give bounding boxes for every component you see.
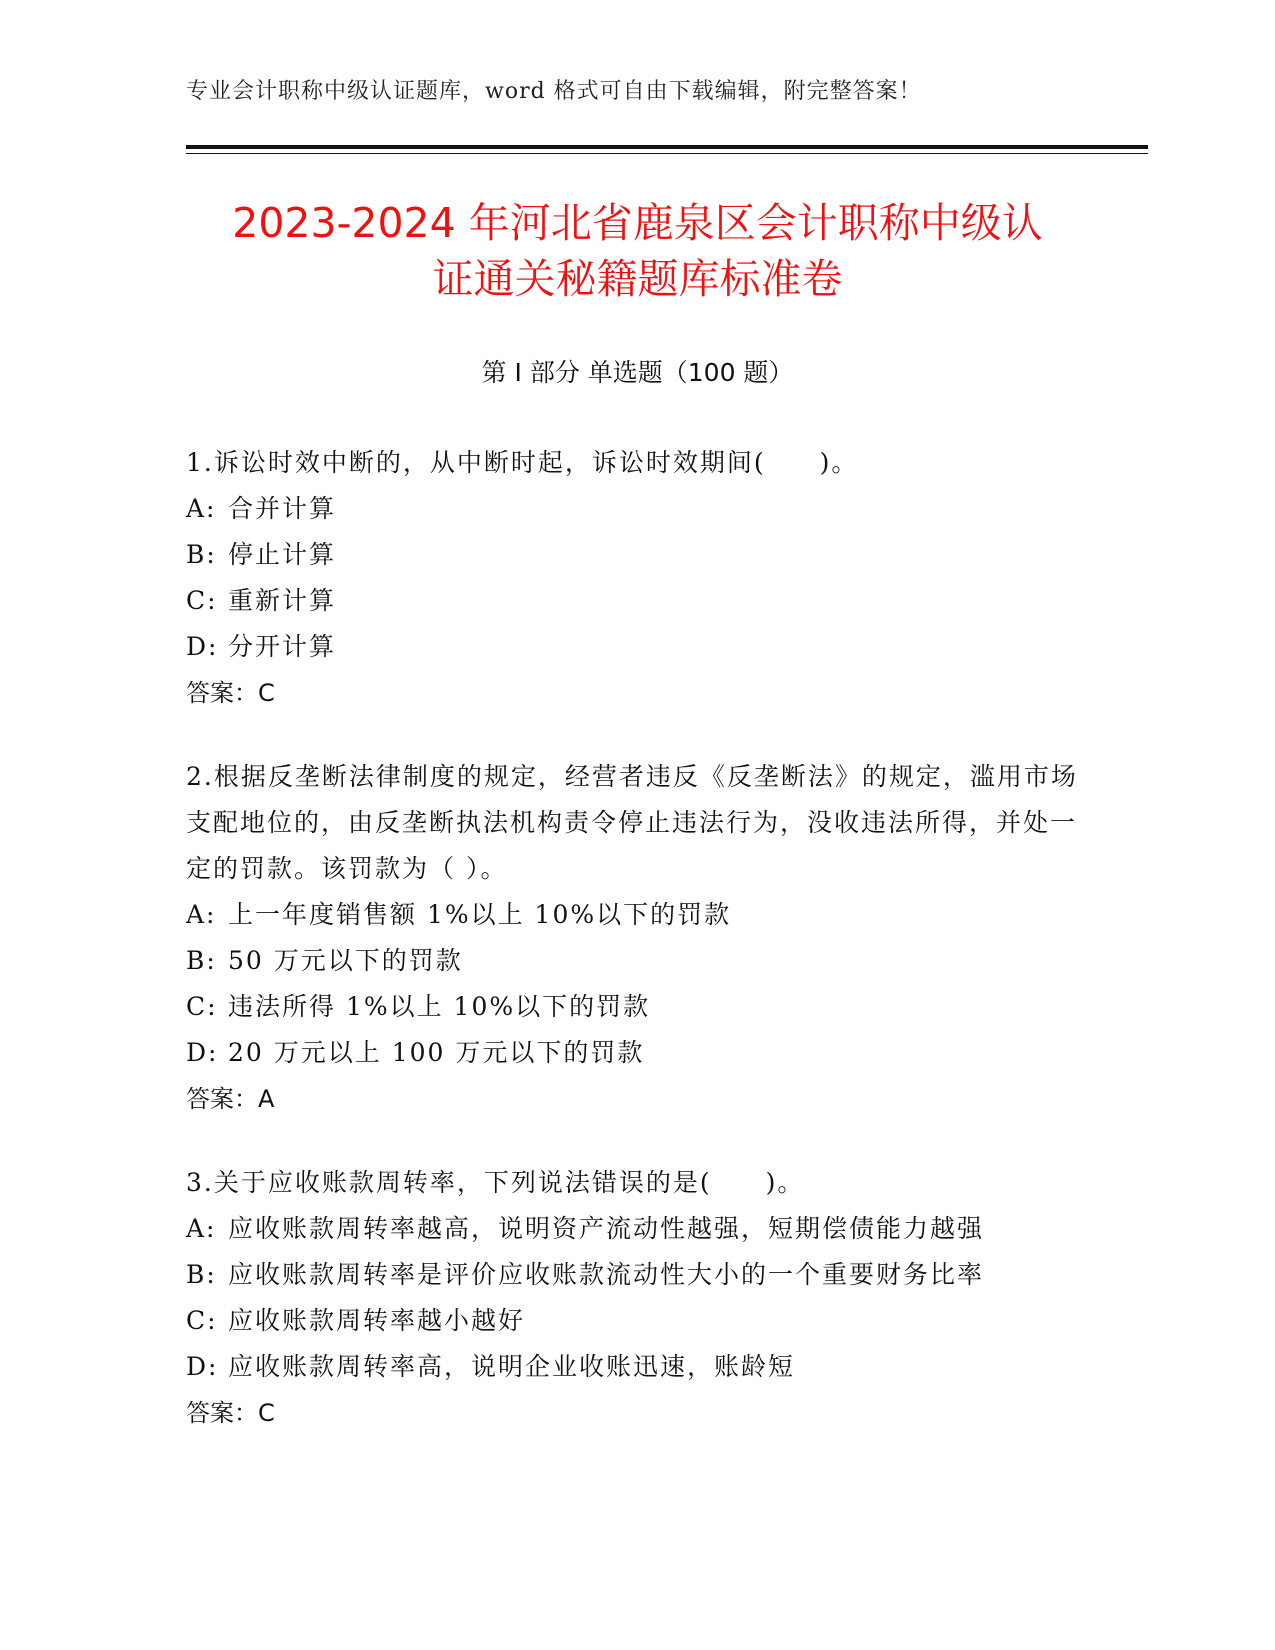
- option-key: A:: [186, 1214, 217, 1243]
- option-text: 20 万元以上 100 万元以下的罚款: [228, 1038, 645, 1067]
- option-b: [186, 1252, 1086, 1298]
- option-text: 应收账款周转率越小越好: [228, 1306, 526, 1335]
- option-c: [186, 578, 1086, 624]
- option-a: [186, 1206, 1086, 1252]
- option-d: [186, 1030, 1086, 1076]
- option-key: C:: [186, 1306, 218, 1335]
- answer-line: 答案：A: [186, 1085, 275, 1113]
- option-d: [186, 624, 1086, 670]
- option-key: A:: [186, 494, 217, 523]
- answer-line: 答案：C: [186, 679, 275, 707]
- option-a: [186, 486, 1086, 532]
- option-key: C:: [186, 586, 218, 615]
- option-c: [186, 984, 1086, 1030]
- header-rule-thin: [186, 153, 1148, 154]
- option-text: 上一年度销售额 1%以上 10%以下的罚款: [228, 900, 732, 929]
- option-b: [186, 532, 1086, 578]
- option-key: D:: [186, 632, 219, 661]
- question-stem: 3.关于应收账款周转率，下列说法错误的是( )。: [186, 1168, 805, 1197]
- option-c: [186, 1298, 1086, 1344]
- question-1: [186, 440, 1086, 716]
- option-key: D:: [186, 1038, 219, 1067]
- question-list: [186, 440, 1086, 1474]
- option-text: 停止计算: [228, 540, 337, 569]
- header-rule-thick: [186, 145, 1148, 149]
- question-stem: 1.诉讼时效中断的，从中断时起，诉讼时效期间( )。: [186, 448, 859, 477]
- option-key: A:: [186, 900, 217, 929]
- title-line-2: 证通关秘籍题库标准卷: [432, 255, 843, 303]
- option-text: 应收账款周转率是评价应收账款流动性大小的一个重要财务比率: [228, 1260, 985, 1289]
- option-text: 违法所得 1%以上 10%以下的罚款: [228, 992, 651, 1021]
- question-3: [186, 1160, 1086, 1436]
- title-line-1: 2023-2024 年河北省鹿泉区会计职称中级认: [232, 199, 1043, 247]
- option-key: B:: [186, 1260, 217, 1289]
- option-key: C:: [186, 992, 218, 1021]
- option-text: 50 万元以下的罚款: [228, 946, 463, 975]
- option-text: 分开计算: [228, 632, 337, 661]
- option-text: 应收账款周转率越高，说明资产流动性越强，短期偿债能力越强: [228, 1214, 985, 1243]
- option-text: 重新计算: [228, 586, 337, 615]
- option-text: 应收账款周转率高，说明企业收账迅速，账龄短: [228, 1352, 796, 1381]
- option-key: B:: [186, 540, 217, 569]
- question-2: [186, 754, 1086, 1122]
- document-title: [150, 195, 1125, 307]
- option-key: D:: [186, 1352, 219, 1381]
- header-note: 专业会计职称中级认证题库，word 格式可自由下载编辑，附完整答案！: [186, 79, 922, 104]
- option-key: B:: [186, 946, 217, 975]
- answer-line: 答案：C: [186, 1399, 275, 1427]
- option-text: 合并计算: [228, 494, 337, 523]
- option-d: [186, 1344, 1086, 1390]
- section-heading: 第 I 部分 单选题（100 题）: [481, 358, 794, 387]
- option-a: [186, 892, 1086, 938]
- question-stem: 2.根据反垄断法律制度的规定，经营者违反《反垄断法》的规定，滥用市场支配地位的，由反垄断执法机构责令停止违法行为，没收违法所得，并处一定的罚款。该罚款为（ ）。: [186, 762, 1078, 883]
- option-b: [186, 938, 1086, 984]
